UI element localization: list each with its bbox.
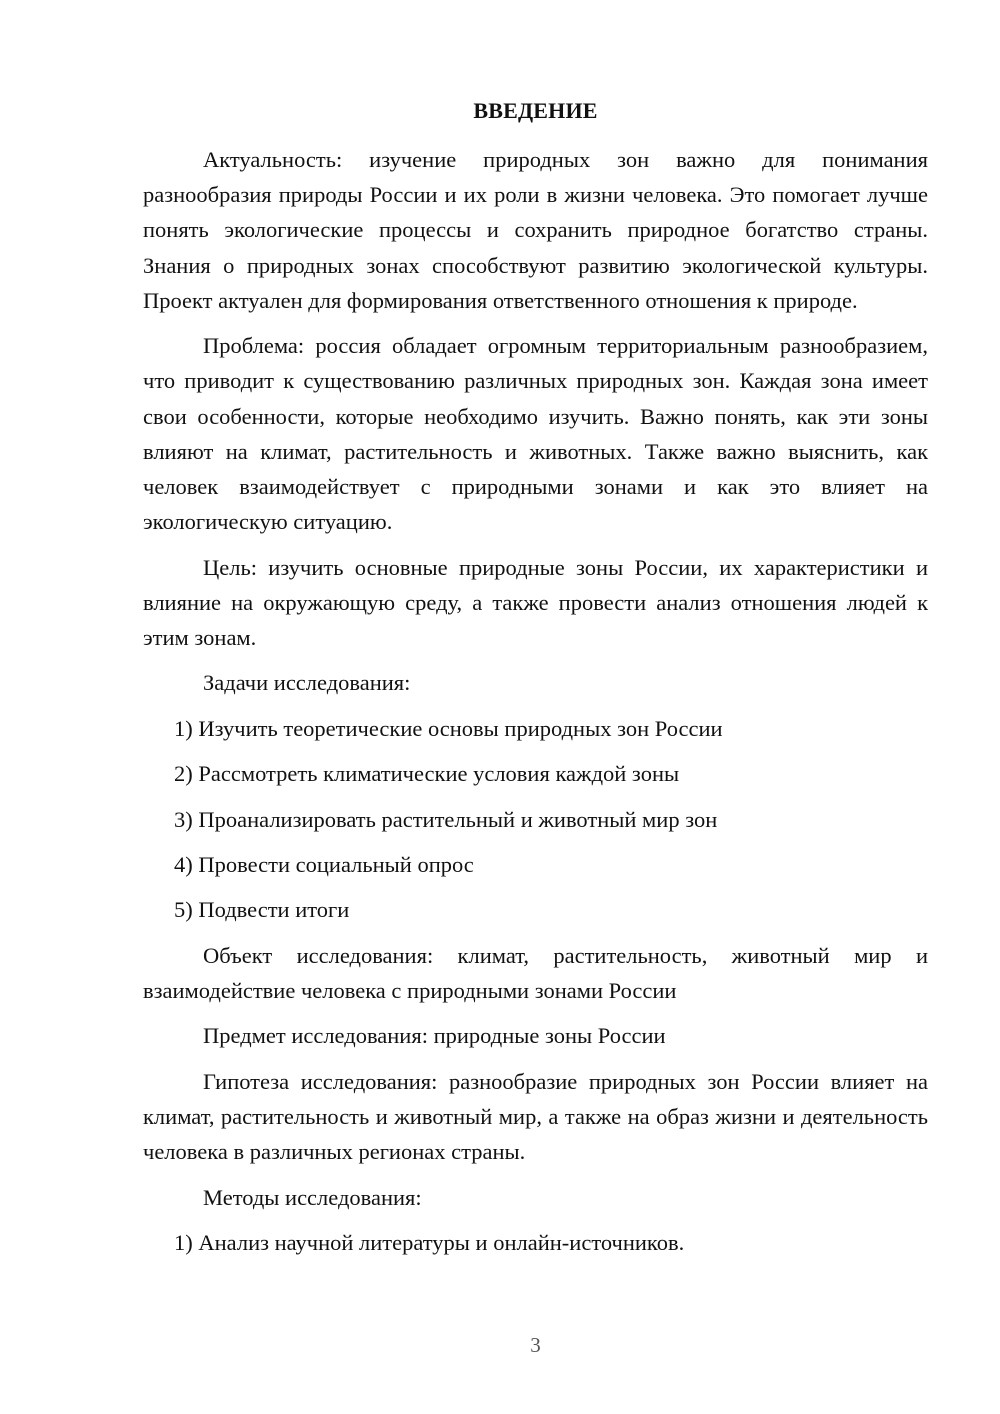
paragraph-hypothesis: Гипотеза исследования: разнообразие природных зон России влияет на климат, растительность и животный мир, а также на образ жизни и деятельность человека в различных регионах страны. [143, 1068, 928, 1165]
list-item: 5) Подвести итоги [174, 897, 350, 923]
list-item: 1) Анализ научной литературы и онлайн-источников. [174, 1229, 685, 1255]
methods-list [143, 1225, 928, 1260]
list-item: 4) Провести социальный опрос [174, 851, 474, 877]
paragraph-subject: Предмет исследования: природные зоны России [203, 1023, 666, 1049]
paragraph-problem: Проблема: россия обладает огромным территориальным разнообразием, что приводит к существованию различных природных зон. Каждая зона имеет свои особенности, которые необходимо изучить. Важно понять, как эти зоны влияют на климат, растительность и животных. Также важно выяснить, как человек взаимодействует с природными зонами и как это влияет на экологическую ситуацию. [143, 333, 928, 535]
page-number: 3 [530, 1333, 541, 1357]
paragraph-goal: Цель: изучить основные природные зоны России, их характеристики и влияние на окружающую среду, а также провести анализ отношения людей к этим зонам. [143, 554, 928, 651]
section-title: ВВЕДЕНИЕ [473, 98, 598, 123]
paragraph-object: Объект исследования: климат, растительность, животный мир и взаимодействие человека с природными зонами России [143, 942, 928, 1003]
list-item: 2) Рассмотреть климатические условия каждой зоны [174, 761, 680, 787]
list-item: 3) Проанализировать растительный и животный мир зон [174, 806, 718, 832]
tasks-heading: Задачи исследования: [203, 670, 411, 696]
tasks-list [143, 711, 928, 928]
document-body [143, 142, 928, 1270]
list-item: 1) Изучить теоретические основы природных зон России [174, 715, 723, 741]
methods-heading: Методы исследования: [203, 1184, 422, 1210]
paragraph-relevance: Актуальность: изучение природных зон важно для понимания разнообразия природы России и их роли в жизни человека. Это помогает лучше понять экологические процессы и сохранить природное богатство страны. Знания о природных зонах способствуют развитию экологической культуры. Проект актуален для формирования ответственного отношения к природе. [143, 147, 928, 313]
